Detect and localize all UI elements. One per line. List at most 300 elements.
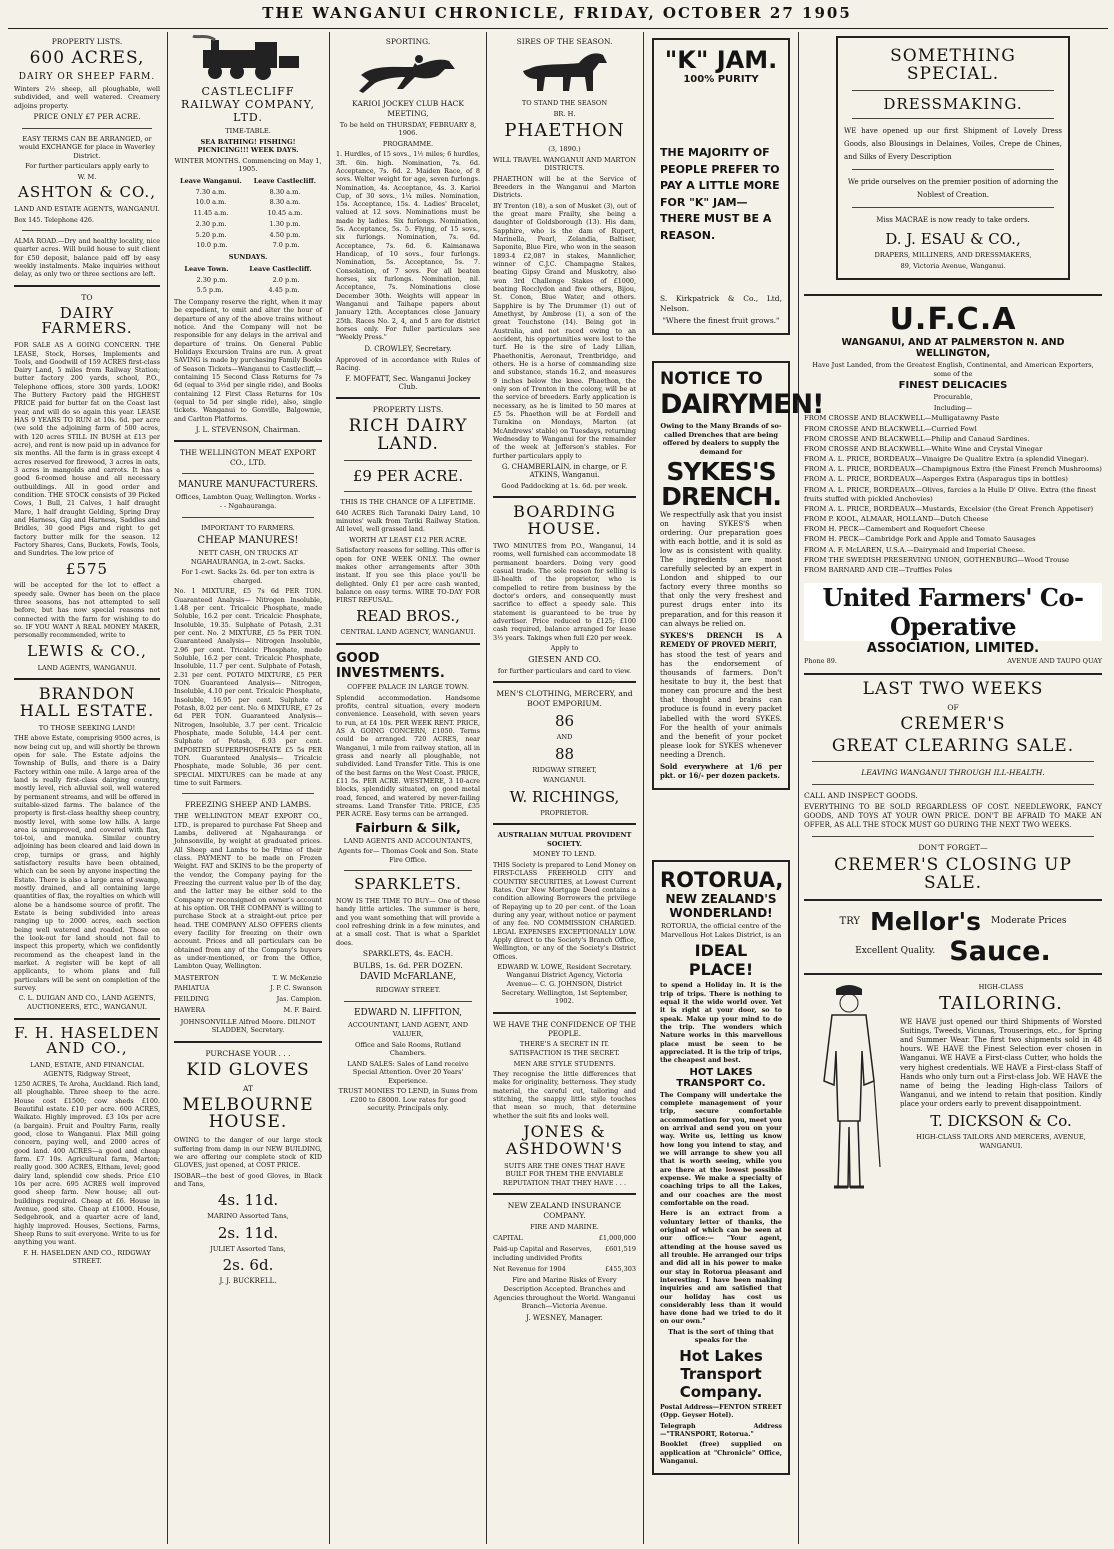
including: Including—: [933, 403, 973, 412]
land-sales: LAND SALES: Sales of Land receive Special Attention. Over 20 Years' Experience.: [347, 1059, 469, 1085]
alma-road: ALMA ROAD.—Dry and healthy locality, nice quarter acres. Will build house to suit client for £50 deposit, balance paid off by easy weekly instalments. Make inquiries without delay, as only two or three sections are left.: [14, 237, 160, 279]
important-farmers: IMPORTANT TO FARMERS.: [201, 523, 295, 532]
divider: [804, 673, 1102, 675]
closing-sale: CREMER'S CLOSING UP SALE.: [834, 854, 1072, 893]
amp-signature: EDWARD W. LOWE, Resident Secretary. Wanganui District Agency, Victoria Avenue— C. G. JOHNSON, District Secretary. Wellington, 1st September, 1902.: [497, 962, 632, 1006]
agent-place: MASTERTON: [174, 973, 220, 982]
timetable-row: [174, 197, 322, 208]
divider: [14, 678, 160, 680]
read-bros-sub: CENTRAL LAND AGENCY, WANGANUI.: [340, 628, 476, 637]
k-jam-ad: [652, 38, 790, 335]
agent-place: FEILDING: [174, 995, 209, 1004]
k-jam-purity: 100% PURITY: [683, 74, 759, 85]
ufca-sub: WANGANUI, AND AT PALMERSTON N. AND WELLINGTON,: [841, 337, 1065, 360]
rotorua-title: ROTORUA,: [660, 868, 784, 893]
agent-row: [174, 973, 322, 984]
delicacy-item: FROM THE SWEDISH PRESERVING UNION, GOTHENBURG—Wood Trouse: [804, 555, 1070, 564]
nz-insurance-title: NEW ZEALAND INSURANCE COMPANY.: [507, 1201, 622, 1221]
everything-sold: EVERYTHING TO BE SOLD REGARDLESS OF COST. NEEDLEWORK, FANCY GOODS, AND TOYS AT YOUR OWN PRICE. DON'T BE AFRAID TO MAKE AN OFFER, AS ALL THE STOCK MUST GO DURING THE NEXT TWO WEEKS.: [804, 802, 1102, 830]
kid-purchase: PURCHASE YOUR . . .: [205, 1048, 291, 1058]
sires-heading: SIRES OF THE SEASON.: [516, 37, 613, 46]
manure-offices: Offices, Lambton Quay, Wellington. Works - - - Ngahauranga.: [175, 493, 321, 511]
rotorua-ad: [652, 860, 790, 1475]
booklet: Booklet (free) supplied on application at "Chronicle" Office, Wanganui.: [660, 1440, 782, 1465]
timetable-row: [174, 208, 322, 219]
dairy-to: TO: [81, 292, 93, 302]
kairoi-date: To be held on THURSDAY, FEBRUARY 8, 1906.: [339, 120, 477, 138]
delicacy-item: FROM BARNARD AND CIE—Truffles Poles: [804, 565, 953, 574]
liffiton-office: Office and Sale Rooms, Rutland Chambers.: [354, 1040, 462, 1058]
sparklets-price: SPARKLETS, 4s. EACH.: [362, 948, 454, 958]
esau-sub: DRAPERS, MILLINERS, AND DRESSMAKERS,: [874, 251, 1032, 259]
column-ufca-cremer: [800, 34, 1106, 1542]
racehorse-icon: [353, 49, 463, 97]
esau-firm: D. J. ESAU & CO.,: [885, 230, 1021, 248]
column-sires: [489, 34, 640, 1542]
brandon-signature: C. L. DUIGAN AND CO., LAND AGENTS, AUCTIONEERS, ETC., WANGANUI.: [18, 994, 156, 1011]
leaving: LEAVING WANGANUI THROUGH ILL-HEALTH.: [861, 768, 1045, 778]
amp-body: THIS Society is prepared to Lend Money on FIRST-CLASS FREEHOLD CITY and COUNTRY SECURITIES, at Lowest Current Rates. Our New Mortgage Deed contains a condition allowing Borrowers the privilege of Repaying up to 20 per cent. of the Loan during any year, without notice or payment of any fee. NO COMMISSION CHARGED. LEGAL EXPENSES EXCEPTIONALLY LOW. Apply direct to the Society's Branch Office, Wellington, or any of the Society's District Offices.: [493, 860, 636, 961]
sykes-sold: Sold everywhere at 1/6 per pkt. or 16/- per dozen packets.: [660, 762, 782, 781]
timetable-left: 2.30 p.m.: [195, 219, 227, 228]
giesen: GIESEN AND CO.: [528, 654, 601, 664]
sykes-body-2: has stood the test of years and has the endorsement of thousands of farmers. Don't hesitate to buy it, the best that money can procure and the best that thought and brains can produce is found in every packet labelled with the word SYKES. For the health of your animals and the benefit of your pocket please look for SYKES whenever needing a Drench.: [660, 650, 782, 759]
nz-insurance-signature: J. WESNEY, Manager.: [526, 1313, 603, 1322]
procurable: Procurable,: [933, 393, 973, 402]
timetable-right: 4.50 p.m.: [269, 230, 301, 239]
kairoi-title: KARIOI JOCKEY CLUB HACK MEETING,: [352, 99, 464, 118]
confidence: WE HAVE THE CONFIDENCE OF THE PEOPLE.: [493, 1019, 636, 1039]
mens-clothing: MEN'S CLOTHING, MERCERY, and BOOT EMPORIUM.: [496, 689, 633, 709]
delicacy-item: FROM H. PECK—Cambridge Pork and Apple and Tomato Sausages: [804, 535, 1036, 544]
coffee-body: Splendid accommodation. Handsome profits, central situation, every modern convenience. Leasehold, with seven years to run, at £4 10s. PER WEEK RENT. PRICE, AS A GOING CONCERN, £1050. Terms could be arranged. 720 ACRES, near Wanganui, 1 mile from railway station, all in grass and nearly all ploughable, not subdivided. Land Transfer Title. This is one of the best farms on the West Coast. PRICE, £11 5s. PER ACRE. WESTMERE, 3 10-acre blocks, splendidly situated, on good metal road, fenced, and watered by never-failing streams. Land Transfer Title. PRICE, £35 PER ACRE. Easy terms can be arranged.: [336, 693, 480, 819]
column-rule: [167, 32, 168, 1544]
delicacy-item: FROM CROSSE AND BLACKWELL—White Wine and Crystal Vinegar: [804, 444, 1043, 453]
delicacy-item: FROM CROSSE AND BLACKWELL—Philip and Canaud Sardines.: [804, 434, 1030, 443]
brandon-sub: TO THOSE SEEKING LAND!: [38, 723, 136, 732]
divider: [493, 1012, 636, 1014]
lewis-firm: LEWIS & CO.,: [27, 641, 147, 660]
divider: [493, 681, 636, 683]
last-two-weeks: LAST TWO WEEKS: [862, 678, 1044, 699]
timetable-row: [174, 230, 322, 241]
column-property-lists: [10, 34, 164, 1542]
divider: [852, 118, 1054, 119]
boarding-body: TWO MINUTES from P.O., Wanganui, 14 rooms, well furnished can accommodate 18 permanent boarders. Doing very good casual trade. The sole reason for selling is ill-health of the proprietor, who is compelled to retire from business by the doctor's orders, and consequently must sacrifice to effect a speedy sale. This statement is guaranteed to be true by advertiser. Price reduced to £125; £100 cash required, balance arranged for lease 3½ years. Takings when full £20 per week.: [493, 542, 636, 642]
hot-lakes-heading: HOT LAKES TRANSPORT Co.: [676, 1066, 766, 1089]
tailor-body: WE HAVE just opened our third Shipments of Worsted Suitings, Tweeds, Vicunas, Trouserings, etc., for Spring and Summer Wear. The first two shipments sold in 48 hours. WE HAVE the Finest Selection ever chosen in Wanganui. WE HAVE a First-class Cutter, who holds the very highest credentials. WE HAVE a First-class Staff of Hands who only turn out a First-class Job. WE HAVE the name of being the leading High-class Tailors of Wanganui, and we intend to retain that position. Kindly place your orders early to prevent disappointment.: [900, 1018, 1102, 1108]
dressmaking-title: DRESSMAKING.: [883, 94, 1023, 113]
dairy-farmers-title: DAIRY FARMERS.: [41, 303, 133, 338]
haselden-sub: LAND, ESTATE, AND FINANCIAL AGENTS, Ridgway Street,: [30, 1061, 144, 1078]
sauce-title: Sauce.: [949, 935, 1051, 967]
timetable: TIME-TABLE.: [225, 127, 271, 135]
tailoring-title: TAILORING.: [939, 993, 1063, 1015]
marino: MARINO Assorted Tans,: [207, 1212, 289, 1221]
rich-dairy-body: 640 ACRES Rich Taranaki Dairy Land, 10 minutes' walk from Tariki Railway Station. All level, well grassed land.: [336, 508, 480, 534]
cremers: CREMER'S: [900, 713, 1006, 734]
paidup-row: [493, 1244, 636, 1264]
melbourne-house: MELBOURNE HOUSE.: [182, 1094, 314, 1133]
ad-600-acres-price: PRICE ONLY £7 PER ACRE.: [33, 111, 141, 121]
ufca-avenue: AVENUE AND TAUPO QUAY: [1007, 657, 1102, 666]
ad-600-acres-initials: W. M.: [77, 172, 97, 181]
dairymen: DAIRYMEN!: [660, 389, 824, 421]
postal-address: Postal Address—FENTON STREET (Opp. Geyser Hotel).: [660, 1402, 782, 1420]
column-rule: [486, 32, 487, 1544]
telegraph-address: Telegraph Address—"TRANSPORT, Rotorua.": [660, 1421, 782, 1438]
timetable-row: [174, 240, 322, 251]
dickson-firm: T. DICKSON & Co.: [930, 1112, 1072, 1131]
timetable-left: 5.20 p.m.: [195, 230, 227, 239]
divider: [174, 1041, 322, 1043]
amp-title: AUSTRALIAN MUTUAL PROVIDENT SOCIETY.: [497, 831, 632, 848]
divider: [344, 491, 472, 492]
timetable-right: 1.30 p.m.: [269, 219, 301, 228]
revenue-label: Net Revenue for 1904: [493, 1264, 566, 1273]
dressmaking-ad: [836, 36, 1070, 280]
kid-body: OWING to the danger of our large stock suffering from damp in our NEW BUILDING, we are offering our complete stock of KID GLOVES, just opened, at COST PRICE.: [174, 1136, 322, 1170]
divider: [804, 973, 1102, 975]
mellors-title: Mellor's: [870, 906, 982, 936]
apply-to: Apply to: [550, 643, 579, 652]
ad-600-acres-body: Winters 2½ sheep, all ploughable, well subdivided, and well watered. Creamery adjoins property.: [14, 84, 160, 110]
sunday-rows: [174, 275, 322, 297]
divider: [182, 793, 314, 794]
ashton-firm: ASHTON & CO.,: [18, 183, 156, 202]
timetable-right: 7.0 p.m.: [272, 241, 300, 250]
tailoring-text: [900, 981, 1102, 1201]
divider: [812, 784, 1094, 785]
sunday-row: [174, 275, 322, 286]
k-jam-maker: S. Kirkpatrick & Co., Ltd, Nelson.: [660, 294, 782, 313]
mcfarlane: DAVID McFARLANE,: [359, 972, 457, 983]
delicacy-item: FROM CROSSE AND BLACKWELL—Curried Fowl: [804, 424, 977, 433]
divider: [336, 643, 480, 645]
sacks-charge: For 1-cwt. Sacks 2s. 6d. per ton extra is charged.: [181, 568, 315, 585]
delicacy-item: FROM A. F. McLAREN, U.S.A.—Dairymaid and Imperial Cheese.: [804, 545, 1026, 554]
cheap-manures: CHEAP MANURES!: [197, 535, 299, 547]
divider: [812, 761, 1094, 762]
sunday-row: [174, 285, 322, 296]
timetable-left: 10.0 a.m.: [195, 198, 227, 207]
freezing-heading: FREEZING SHEEP AND LAMBS.: [184, 800, 312, 810]
kairoi-approved: Approved of in accordance with Rules of Racing.: [336, 355, 480, 373]
paidup-value: £601,519: [604, 1245, 636, 1254]
nz-insurance-body: Fire and Marine Risks of Every Description Accepted. Branches and Agencies throughout the World. Wanganui Branch—Victoria Avenue.: [493, 1276, 636, 1311]
phaethon-title: PHAETHON: [504, 120, 625, 142]
divider: [336, 397, 480, 399]
kairoi-signature: F. MOFFATT, Sec. Wanganui Jockey Club.: [345, 375, 471, 392]
divider: [182, 473, 314, 474]
sunday-left: 2.30 p.m.: [196, 275, 228, 284]
delicacy-item: FROM A. L. PRICE, BORDEAUX—Olives, farcies a la Huile D' Olive. Extra (the finest fruits stuffed with pickled Anchovies): [804, 485, 1097, 503]
ufca-landed: Have Just Landed, from the Greatest English, Continental, and American Exporters, some of the: [812, 361, 1094, 378]
call-inspect: CALL AND INSPECT GOODS.: [804, 791, 918, 801]
brandon-title: BRANDON HALL ESTATE.: [19, 684, 155, 720]
dress-body: WE have opened up our first Shipment of Lovely Dress Goods, also Blousings in Delaines, Voiles, Crepe de Chines, and Silks of Every Description: [844, 127, 1062, 161]
dont-forget: DON'T FORGET—: [918, 843, 988, 853]
ashton-sub: LAND AND ESTATE AGENTS, WANGANUI.: [14, 205, 160, 214]
try-label: TRY: [839, 915, 861, 927]
phaethon-service: PHAETHON will be at the Service of Breeders in the Wanganui and Marton Districts.: [493, 174, 636, 200]
phaethon-year: (3, 1890.): [548, 145, 581, 154]
fairburn-sub: LAND AGENTS AND ACCOUNTANTS,: [343, 836, 473, 845]
rich-dairy-chance: THIS IS THE CHANCE OF A LIFETIME.: [340, 498, 476, 507]
delicacy-item: FROM H. PECK—Camembert and Roquefort Cheese: [804, 525, 985, 534]
tailoring-ad: [804, 981, 1102, 1201]
manure-heading: MANURE MANUFACTURERS.: [178, 480, 318, 491]
sunday-right: 2.0 p.m.: [272, 275, 300, 284]
timetable-col-right: Leave Castlecliff.: [253, 176, 316, 185]
dairy-farmers-body-2: will be accepted for the lot to effect a speedy sale. Owner has been on the place three seasons, has not attempted to sell before, but has now special reasons not connected with the farm for wishing to do so. IF YOU WANT A REAL MONEY MAKER, personally recommended, write to: [14, 581, 160, 640]
isobar-price: 4s. 11d.: [217, 1191, 279, 1210]
k-jam-title: "K" JAM.: [664, 46, 778, 74]
stallion-icon: [515, 49, 615, 97]
coffee-palace: COFFEE PALACE IN LARGE TOWN.: [347, 683, 469, 692]
num-and: AND: [556, 732, 573, 741]
timetable-left: 11.45 a.m.: [193, 209, 229, 218]
ad-600-acres-terms: EASY TERMS CAN BE ARRANGED, or would EXCHANGE for place in Waverley District.: [19, 134, 155, 160]
delicacy-item: FROM A. L. PRICE, BORDEAUX—Mustards, Excelsior (the Great French Appetiser): [804, 504, 1094, 513]
kairoi-secretary: D. CROWLEY, Secretary.: [364, 344, 452, 353]
programme: PROGRAMME.: [382, 139, 434, 148]
ad-600-acres-apply: For further particulars apply early to: [25, 162, 149, 171]
delicacy-item: FROM A. L. PRICE, BORDEAUX—Champignous Extra (the Finest French Mushrooms): [804, 465, 1102, 474]
timetable-col-left: Leave Wanganui.: [180, 176, 242, 185]
phaethon-body: BY Trenton (18), a son of Musket (3), out of the great mare Frailty, she being a daughter of Goldsborough (13). His dam, Sapphire, who is the dam of Rupert, Marinella, Pearl, Zelandia, Baltiser, Saponite, Blue Fire, who won in the season 1893-4 £2,087 in stakes, Mannlicher, winner of C.J.C. Champagne Stakes, beating Gipsy Grand and Muskotry, also won 3rd Challenge Stakes of £1000, beating Rocclydon and five others, Bijou, St. Conon, Blue Water, and others. Sapphire is by The Drummer (1) out of Amethyst, by Ambrose (1), a son of the great Touchstone (14). Being got in Australia, and not raced owing to an accident, his opportunities were lost to the turf. He is the sire of Lady Lilian, Phaethonitis, Aeronaut, Trentbridge, and others. He is a horse of commanding size and substance, stands 16.2, and measures 9 inches below the knee. Phaethon, the only son of Trenton in the colony, will be at the service of breeders. Early application is necessary, as he is limited to 50 mares at £5 5s. Phaethon will be at Fordell and Turakina on Mondays, Marton (at McAndrews' stable) on Tuesdays, returning Wednesday to Wanganui for the remainder of the week at Jefferson's stables. For further particulars apply to: [493, 201, 636, 460]
delicacy-item: FROM A. L. PRICE, BORDEAUX—Vinaigre De Qualitre Extra (a splendid Vinegar).: [804, 455, 1089, 464]
timetable-rows: [174, 187, 322, 252]
divider: [852, 90, 1054, 91]
sparklets-body: NOW IS THE TIME TO BUY— One of these handy little articles. The summer is here, and you want something that will provide a cool refreshing drink in a few minutes, and at a small cost. That is what a Sparklet does.: [336, 896, 480, 947]
fire-marine: FIRE AND MARINE.: [530, 1222, 599, 1231]
timetable-right: 8.30 a.m.: [269, 198, 301, 207]
timetable-row: [174, 219, 322, 230]
drench-owing: Owing to the Many Brands of so-called Drenches that are being offered by dealers to supply the demand for: [660, 422, 782, 456]
revenue-value: £455,303: [604, 1264, 636, 1273]
excellent-quality: Excellent Quality.: [855, 946, 936, 957]
sea-bathing: SEA BATHING! FISHING! PICNICING!!! WEEK DAYS.: [197, 137, 299, 155]
revenue-row: [493, 1264, 636, 1275]
divider: [493, 823, 636, 825]
sykes-remedy: SYKES'S DRENCH IS A REMEDY OF PROVED MERIT,: [660, 630, 782, 649]
num-88: 88: [554, 744, 575, 763]
divider: [493, 1193, 636, 1195]
dairy-farmers-body: FOR SALE AS A GOING CONCERN. THE LEASE, Stock, Horses, Implements and Tools, and Goodwill of 159 ACRES first-class Dairy Land, 5 miles from Railway Station; butter factory 200 yards, school, P.O., Telephone offices, store 300 yards. LOOK! The Buttery Factory paid the HIGHEST PRICE paid for butter fat on the Coast last year, and will do so again this year. LEASE HAS 9 YEARS TO RUN at 10s. 6d. per acre (we sold the adjoining farm of 500 acres, with 120 acres STILL IN BUSH at £13 per acre), and rent is now paid up in advance for six months. All the farm is in grass except 4 acres reserved for firewood, 3 acres in oats, 3 acres in mangolds and carrots. It has a good 6-roomed house and all necessary outbuildings. All in good order and condition. THE STOCK consists of 39 Picked Cows, 1 Bull, 21 Calves, 1 half draught Mare, 1 half draught Gelding, Spring Dray and Harness, Gig and Harness, Saddles and Bridles, 30 good Pigs and right to get factory butter milk for the season. 12 Factory Shares, Cans, Buckets, Fowls, Tools, and Sundries. The low price of: [14, 341, 160, 558]
divider: [344, 870, 472, 871]
richings: W. RICHINGS,: [509, 787, 620, 806]
trust-monies: TRUST MONIES TO LEND, in Sums from £200 to £8000. Low rates for good security. Principals only.: [338, 1087, 478, 1113]
timetable-left: 7.30 a.m.: [195, 187, 227, 196]
divider: [804, 899, 1102, 901]
k-jam-majority: THE MAJORITY OF PEOPLE PREFER TO PAY A LITTLE MORE FOR "K" JAM—THERE MUST BE A REASON.: [660, 146, 780, 242]
brandon-body: THE above Estate, comprising 9500 acres, is now being cut up, and will shortly be thrown open for sale. The Estate adjoins the Township of Bulls, and there is a Dairy Factory within one mile. A large area of the land is really first-class dairying country, mostly level, rich alluvial soil, well watered by permanent streams, and will be offered in suitable-sized farms. The balance of the property is first-class healthy sheep country, mostly level, with some low hills. A large area is unimproved, and covered with flax, toi-toi, and manuka. Similar country adjoining has been cleared and laid down in crop, turnips or grass, and highly satisfactory results have been obtained, which can be seen by anyone inspecting the Estate. There is also a large area of swamp, mostly drained, and all containing large quantities of flax, the royalties on which will alone be a handsome source of profit. The Estate is being subdivided into areas ranging up to 2000 acres, each section being well watered and roaded. Those on the look-out for land should not fail to inspect this property, which we confidently recommend as the cheapest land in the market. A register will be kept of all applicants, to whom plans and full particulars will be sent on completion of the survey.: [14, 734, 160, 993]
divider: [852, 169, 1054, 170]
br-h: BR. H.: [553, 109, 576, 118]
divider: [14, 285, 160, 287]
good-investments-title: GOOD INVESTMENTS.: [336, 651, 445, 682]
agent-place: HAWERA: [174, 1005, 206, 1014]
agent-name: T. W. McKenzie: [272, 973, 322, 982]
transport-body: The Company will undertake the complete management of your trip, secure comfortable accommodation for you, meet you on arrival and send you on your way. Write us, letting us know how long you intend to stay, and we will arrange to shew you all that is worth seeing, while you are there at the lowest possible expense. We make a specialty of coaching trips to all the Lakes, and our coaches are the most comfortable on the road.: [660, 1090, 782, 1207]
mellors-row-1: [804, 907, 1102, 936]
giesen-sub: for further particulars and card to view.: [497, 666, 632, 675]
agent-name: M. F. Baird.: [283, 1005, 322, 1014]
section-heading: PROPERTY LISTS.: [51, 37, 123, 46]
sunday-right: 4.45 p.m.: [268, 286, 300, 295]
ufca-title: U.F.C.A: [889, 302, 1017, 338]
fairburn-agents: Agents for— Thomas Cook and Son. State Fire Office.: [338, 847, 478, 864]
nett-cash: NETT CASH, ON TRUCKS AT NGAHAURANGA, in 2-cwt. Sacks.: [190, 549, 306, 566]
agent-list: [174, 973, 322, 1016]
timetable-left: 10.0 p.m.: [196, 241, 228, 250]
esau-address: 89, Victoria Avenue, Wanganui.: [900, 261, 1006, 270]
agent-row: [174, 983, 322, 994]
meat-title: THE WELLINGTON MEAT EXPORT CO., LTD.: [179, 447, 317, 467]
juliet: JULIET Assorted Tans,: [210, 1244, 286, 1253]
divider: [852, 207, 1054, 208]
bulbs-price: BULBS, 1s. 6d. PER DOZEN.: [353, 960, 463, 970]
locomotive-icon: [193, 36, 303, 82]
agent-place: PAHIATUA: [174, 984, 210, 993]
manure-mixtures: No. 1 MIXTURE, £5 7s 6d PER TON. Guaranteed Analysis— Nitrogen Insoluble, 1.48 per cent. Tricalcic Phosphate, made Soluble, 16.2 per cent. Tricalcic Phosphate, Insoluble, 19.35. Sulphate of Potash, 2.31 per cent. No. 2 MIXTURE, £5 5s PER TON. Guaranteed Analysis— Nitrogen Insoluble, 2.96 per cent. Tricalcic Phosphate, made Soluble, 16.2 per cent. Tricalcic Phosphate, Insoluble, 11.7 per cent. Sulphate of Potash, 2.31 per cent. POTATO MIXTURE, £5 PER TON. Guaranteed Analysis— Nitrogen, Insoluble, 4.10 per cent. Tricalcic Phosphate, Insoluble, 16.95 per cent. Sulphate of Potash, 8.02 per cent. No. 6 MIXTURE, £7 2s 6d PER TON. Guaranteed Analysis— Nitrogen, Insoluble, 3.7 per cent. Tricalcic Phosphate, made Soluble, 14.4 per cent. Sulphate of Potash, 6.93 per cent. IMPORTED SUPERPHOSPHATE £5 5s PER TON. Guaranteed Analysis— Tricalcic Phosphate, made Soluble, 36 per cent. SPECIAL MIXTURES can be made at any time to suit Farmers.: [174, 587, 322, 787]
delicacy-item: FROM CROSSE AND BLACKWELL—Mulligatawny Paste: [804, 414, 1000, 423]
johnsonville: JOHNSONVILLE Alfred Moore. DILNOT SLADDEN, Secretary.: [180, 1017, 316, 1035]
something-special: SOMETHING SPECIAL.: [890, 46, 1016, 84]
ridgway-street: RIDGWAY STREET,: [532, 765, 597, 774]
rich-dairy-worth: WORTH AT LEAST £12 PER ACRE.: [349, 535, 467, 544]
railway-title: CASTLECLIFF RAILWAY COMPANY, LTD.: [181, 85, 315, 124]
secret: THERE'S A SECRET IN IT. SATISFACTION IS THE SECRET.: [509, 1040, 620, 1057]
money-to-lend: MONEY TO LEND.: [532, 850, 597, 859]
marino-price: 2s. 11d.: [217, 1223, 279, 1242]
haselden-title: F. H. HASELDEN AND CO.,: [14, 1023, 160, 1058]
nz-wonderland: NEW ZEALAND'S WONDERLAND!: [665, 892, 777, 921]
num-86: 86: [554, 711, 575, 730]
moderate-prices: Moderate Prices: [991, 916, 1067, 927]
delicacies-list: [804, 414, 1102, 575]
ufca-phone: Phone 89.: [804, 657, 837, 666]
column-railway-meat: [170, 34, 326, 1542]
ufca-footer: [804, 656, 1102, 667]
juliet-price: 2s. 6d.: [222, 1256, 274, 1275]
column-sporting: [332, 34, 484, 1542]
great-clearing: GREAT CLEARING SALE.: [831, 735, 1075, 756]
isobar: ISOBAR—the best of good Gloves, in Black and Tans,: [174, 1171, 322, 1188]
delicacy-item: FROM A. L. PRICE, BORDEAUX—Asperges Extra (Asparagus tips in bottles): [804, 475, 1068, 484]
masthead-rule: [8, 28, 1108, 29]
rich-dairy-price: £9 PER ACRE.: [352, 467, 464, 486]
mellors-row-2: [804, 936, 1102, 967]
timetable-right: 10.45 a.m.: [267, 209, 303, 218]
kid-at: AT: [242, 1083, 253, 1093]
liffiton: EDWARD N. LIFFITON,: [353, 1007, 463, 1018]
united-farmers: United Farmers' Co-Operative: [804, 583, 1102, 641]
finest-delicacies: FINEST DELICACIES: [898, 380, 1008, 392]
rich-dairy-body-2: Satisfactory reasons for selling. This offer is open for ONE WEEK ONLY. The owner makes other arrangements after 30th instant. If you see this place you'll be delighted. Only £1 per acre cash wanted, balance on easy terms. WIRE TO-DAY FOR FIRST REFUSAL.: [336, 546, 480, 605]
high-class: HIGH-CLASS: [978, 982, 1024, 991]
men-style: MEN ARE STYLE STUDENTS.: [513, 1059, 616, 1068]
pride: We pride ourselves on the premier position of adorning the Noblest of Creation.: [847, 178, 1059, 199]
macrae: Miss MACRAE is now ready to take orders.: [876, 216, 1030, 225]
capital-value: £1,000,000: [598, 1234, 636, 1243]
timetable-header: [174, 176, 322, 187]
railway-signature: J. L. STEVENSON, Chairman.: [195, 425, 301, 434]
buckrell-signature: J. J. BUCKRELL.: [219, 1277, 277, 1286]
association: ASSOCIATION, LIMITED.: [866, 641, 1040, 657]
masthead: THE WANGANUI CHRONICLE, FRIDAY, OCTOBER 27 1905: [262, 4, 852, 22]
dickson-sub: HIGH-CLASS TAILORS AND MERCERS, AVENUE, WANGANUI.: [916, 1133, 1086, 1150]
kid-gloves-title: KID GLOVES: [186, 1059, 310, 1080]
sunday-col-left: Leave Town.: [184, 264, 229, 273]
sundays: SUNDAYS.: [228, 253, 268, 262]
dairy-price: £575: [65, 559, 109, 578]
agent-name: J. P. C. Swanson: [270, 984, 322, 993]
haselden-signature: F. H. HASELDEN AND CO., RIDGWAY STREET.: [23, 1248, 151, 1266]
divider: [804, 294, 1102, 296]
property-lists-2: PROPERTY LISTS.: [372, 405, 444, 415]
sunday-col-right: Leave Castlecliff.: [249, 264, 312, 273]
sunday-header: [174, 264, 322, 275]
ad-600-acres-sub: DAIRY OR SHEEP FARM.: [18, 71, 156, 82]
timetable-right: 8.30 a.m.: [269, 187, 301, 196]
agent-row: [174, 994, 322, 1005]
freezing-body: THE WELLINGTON MEAT EXPORT CO., LTD., is prepared to purchase Fat Sheep and Lambs, delivered at Ngahauranga or Johnsonville, by weight at graduated prices. All Sheep and Lambs to be Prime of their class. PAYMENT to be made on Frozen Weight. FAT and SKINS to be the property of the vendor, the Company paying for the Freezing the current value per lb of the day, and the latter may be either sold to the Company or reconsigned on owner's account at his option. OR THE COMPANY is willing to purchase Stock at a straight-out price per head. THE COMPANY ALSO OFFERS clients every facility for freezing on their own account. Prices and all particulars can be obtained from any of the Company's buyers as under-mentioned, or from the Office, Lambton Quay, Wellington.: [174, 812, 322, 971]
sykes-drench-title: SYKES'S DRENCH.: [661, 456, 781, 511]
divider: [344, 1001, 472, 1002]
mcfarlane-street: RIDGWAY STREET.: [375, 986, 441, 995]
paidup-label: Paid-up Capital and Reserves, including undivided Profits: [493, 1245, 592, 1262]
column-rule: [329, 32, 330, 1544]
railway-body: The Company reserve the right, when it may be expedient, to omit and alter the hour of departure of any of the above trains without notice. And the Company will not be responsible for any delays in the arrival and departure of trains. On General Public Holidays Excursion Trains are run. A great SAVING is made by purchasing Family Books of Season Tickets—Wanganui to Castlecliff,—containing 15 Second Class Returns for 7s 6d (equal to 3½d per single ride), and Books containing 12 First Class Returns for 10s (equal to 5d per single ride), also, single tickets. Wanganui to Gonville, Balgownie, and Carlton Platforms.: [174, 298, 322, 423]
liffiton-sub: ACCOUNTANT, LAND AGENT, AND VALUER,: [347, 1021, 469, 1038]
column-rule: [643, 32, 644, 1544]
divider: [22, 230, 152, 231]
haselden-body: 1250 ACRES, Te Aroha, Auckland. Rich land, all ploughable. Three sheep to the acre. House cost £1500; cow sheds £100. Beautiful estate. £10 per acre. 600 ACRES, Waikato. Highly improved. £3 10s per acre (a bargain). Fruit and Poultry Farm, really good, close to Wanganui. Flax Mill going concern, paying well, and 2000 acres of good land. 400 ACRES—a good and cheap farm. £7 10s. Agricultural farm, Marton; really good. 300 ACRES, Eltham, level; good dairy land, splendid cow sheds. Price £10 10s per acre. 695 ACRES well improved good sheep farm. New house; all out-buildings required. Cheap at £6. House in Avenue, good site. Cheap at £1000. House, Sedgebrook, and a quarter acre of land, highly improved. Houses, Sections, Farms, Sheep Runs to suit everyone. Write to us for anything you want.: [14, 1080, 160, 1247]
boarding-title: BOARDING HOUSE.: [513, 502, 616, 539]
rotorua-sub: ROTORUA, the official centre of the Marvellous Hot Lakes District, is an: [660, 922, 782, 939]
read-bros: READ BROS.,: [356, 607, 460, 626]
lewis-sub: LAND AGENTS, WANGANUI.: [37, 663, 137, 672]
agent-row: [174, 1005, 322, 1016]
of-label: OF: [947, 702, 959, 712]
divider: [344, 460, 472, 461]
ideal-place: IDEAL PLACE!: [688, 941, 754, 980]
sykes-body: We respectfully ask that you insist on having SYKES'S when ordering. Our preparation goes with each bottle, and it is sold as low as is consistent with quality. The ingredients are most carefully selected by an expert in London and shipped to our factory every three months so that only the very freshest and purest drugs enter into its preparation, and for this reason it can always be relied on.: [660, 510, 782, 628]
divider: [22, 128, 152, 129]
wanganui-label: WANGANUI.: [542, 776, 587, 785]
fairburn-silk: Fairburn & Silk,: [355, 820, 461, 835]
proprietor: PROPRIETOR.: [540, 808, 589, 817]
style-body: They recognise the little differences that make for originality, betterness. They study material, the careful cut, tailoring and stitching, the snappy little style touches that mean so much, that determine whether the suit fits and looks well.: [493, 1070, 636, 1120]
will-travel: WILL TRAVEL WANGANUI AND MARTON DISTRICTS.: [493, 155, 636, 173]
delicacy-item: FROM P. KOOL, ALMAAR, HOLLAND—Dutch Cheese: [804, 515, 989, 524]
jones-ashdown: JONES & ASHDOWN'S: [505, 1122, 624, 1158]
paddocking: Good Paddocking at 1s. 6d. per week.: [501, 481, 628, 490]
sunday-left: 5.5 p.m.: [196, 286, 224, 295]
speaks-for: That is the sort of thing that speaks for the: [668, 1327, 774, 1345]
kairoi-body: 1. Hurdles, of 15 sovs., 1½ miles; 6 hurdles, 3ft. 6in. high. Nomination, 7s. 6d. Acceptance, 7s. 6d. 2. Maiden Race, of 8 sovs. Welter weight for age, seven furlongs. Nomination, 4s. Acceptance, 4s. 3. Karioi Cup, of 30 sovs., 1¼ miles. Nomination, 15s. Acceptance, 15s. 4. Ladies' Bracelet, valued at 12 sovs. Nominations must be made by ladies. Six furlongs. Nomination, 5s. Acceptance, 5s. 5. Flying, of 15 sovs., six furlongs. Nomination, 7s. 6d. Acceptance, 7s. 6d. 6. Kaimanawa Handicap, of 10 sovs., four furlongs. Nomination, 5s. Acceptance, 5s. 7. Consolation, of 7 sovs. For all beaten horses, six furlongs. Nomination, nil. Acceptance, 7s. Nominations close December 30th. Weights will appear in Wanganui and Taihape papers about January 12th. Acceptances close January 25th. Races No. 2, 4, and 5 are for district horses only. For fuller particulars see "Weekly Press.": [336, 150, 480, 342]
ad-600-acres-title: 600 ACRES,: [29, 48, 145, 68]
divider: [493, 496, 636, 498]
divider: [14, 1018, 160, 1020]
jones-body: SUITS ARE THE ONES THAT HAVE BUILT FOR THEM THE ENVIABLE REPUTATION THAT THEY HAVE . . .: [502, 1161, 627, 1187]
transport-title: Hot Lakes Transport Company.: [679, 1346, 763, 1401]
timetable-row: [174, 187, 322, 198]
capital-label: CAPITAL: [493, 1234, 523, 1243]
rich-dairy-title: RICH DAIRY LAND.: [348, 416, 468, 455]
